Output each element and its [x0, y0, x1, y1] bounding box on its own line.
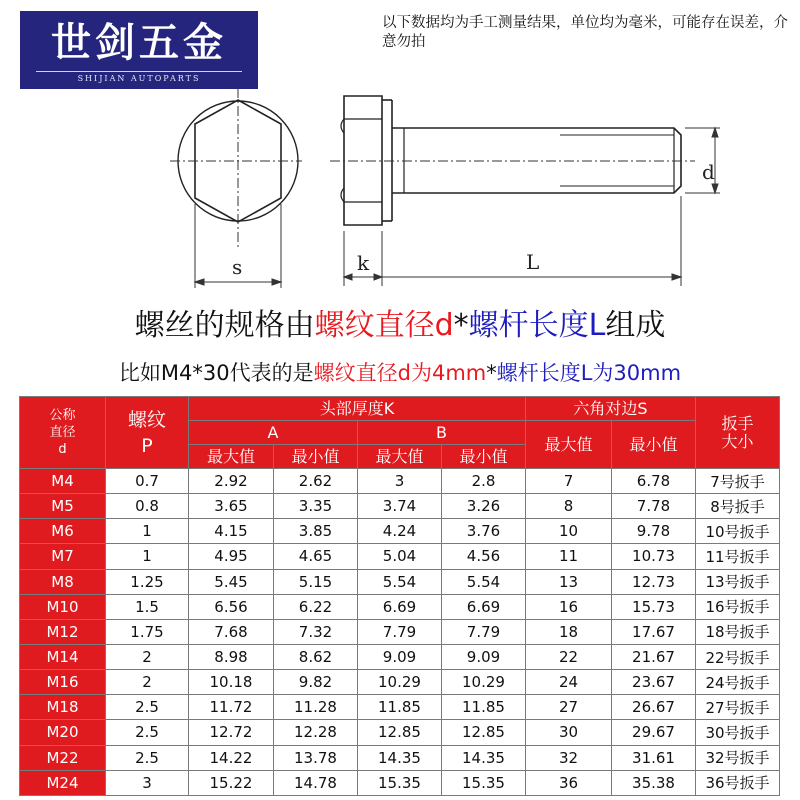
cell-pitch: 1.5 — [106, 594, 189, 619]
cell-a-max: 12.72 — [189, 720, 274, 745]
cell-b-max: 11.85 — [358, 695, 442, 720]
cell-s-min: 6.78 — [612, 469, 696, 494]
headline-times: * — [453, 308, 469, 343]
brand-subtitle: SHIJIAN AUTOPARTS — [77, 74, 201, 83]
cell-s-min: 7.78 — [612, 494, 696, 519]
example-text-1: 比如M4*30代表的是 — [118, 361, 314, 385]
header-s-max: 最大值 — [526, 421, 612, 469]
example-line — [0, 358, 800, 388]
cell-a-max: 15.22 — [189, 770, 274, 795]
cell-a-min: 12.28 — [274, 720, 358, 745]
brand-logo — [20, 11, 258, 89]
table-row — [20, 469, 780, 494]
cell-wrench: 22号扳手 — [696, 644, 780, 669]
cell-a-min: 8.62 — [274, 644, 358, 669]
cell-diameter: M18 — [20, 695, 106, 720]
header-s-min: 最小值 — [612, 421, 696, 469]
cell-b-min: 3.26 — [442, 494, 526, 519]
cell-s-min: 26.67 — [612, 695, 696, 720]
cell-pitch: 1.25 — [106, 569, 189, 594]
example-times: * — [486, 361, 497, 385]
cell-pitch: 2 — [106, 670, 189, 695]
cell-a-min: 6.22 — [274, 594, 358, 619]
cell-s-max: 30 — [526, 720, 612, 745]
cell-diameter: M24 — [20, 770, 106, 795]
cell-diameter: M16 — [20, 670, 106, 695]
cell-pitch: 0.7 — [106, 469, 189, 494]
spec-table-body — [20, 469, 780, 796]
header-wrench-size: 扳手 大小 — [696, 397, 780, 469]
table-row — [20, 670, 780, 695]
cell-s-max: 16 — [526, 594, 612, 619]
cell-pitch: 1 — [106, 519, 189, 544]
cell-s-min: 31.61 — [612, 745, 696, 770]
cell-wrench: 13号扳手 — [696, 569, 780, 594]
cell-b-min: 3.76 — [442, 519, 526, 544]
cell-s-max: 7 — [526, 469, 612, 494]
cell-a-max: 4.95 — [189, 544, 274, 569]
cell-s-max: 24 — [526, 670, 612, 695]
cell-wrench: 8号扳手 — [696, 494, 780, 519]
cell-b-max: 12.85 — [358, 720, 442, 745]
example-shank-length: 螺杆长度L为30mm — [496, 361, 682, 385]
measurement-note: 以下数据均为手工测量结果，单位均为毫米，可能存在误差，介意勿拍 — [382, 15, 788, 50]
header-thread-pitch: 螺纹 P — [106, 397, 189, 469]
table-row — [20, 544, 780, 569]
headline-text-1: 螺丝的规格由 — [134, 308, 315, 343]
bolt-spec-table — [19, 396, 780, 796]
table-row — [20, 494, 780, 519]
table-row — [20, 720, 780, 745]
headline-thread-diameter: 螺纹直径d — [314, 308, 454, 343]
cell-s-min: 15.73 — [612, 594, 696, 619]
cell-diameter: M7 — [20, 544, 106, 569]
cell-a-max: 2.92 — [189, 469, 274, 494]
cell-a-max: 14.22 — [189, 745, 274, 770]
dimension-d-label: d — [702, 160, 715, 184]
dimension-L-label: L — [526, 250, 540, 274]
cell-b-max: 6.69 — [358, 594, 442, 619]
cell-wrench: 27号扳手 — [696, 695, 780, 720]
header-grade-b: B — [358, 421, 526, 445]
cell-diameter: M8 — [20, 569, 106, 594]
cell-diameter: M20 — [20, 720, 106, 745]
cell-b-max: 9.09 — [358, 644, 442, 669]
cell-s-min: 12.73 — [612, 569, 696, 594]
cell-a-max: 11.72 — [189, 695, 274, 720]
cell-a-min: 5.15 — [274, 569, 358, 594]
header-b-min: 最小值 — [442, 445, 526, 469]
table-row — [20, 644, 780, 669]
cell-a-max: 7.68 — [189, 619, 274, 644]
headline-text-2: 组成 — [605, 308, 666, 343]
cell-s-max: 18 — [526, 619, 612, 644]
table-row — [20, 569, 780, 594]
header-nominal-diameter: 公称 直径 d — [20, 397, 106, 469]
cell-a-min: 9.82 — [274, 670, 358, 695]
cell-b-min: 11.85 — [442, 695, 526, 720]
cell-a-max: 3.65 — [189, 494, 274, 519]
cell-a-max: 10.18 — [189, 670, 274, 695]
brand-name: 世剑五金 — [51, 20, 227, 66]
cell-b-min: 6.69 — [442, 594, 526, 619]
cell-b-min: 12.85 — [442, 720, 526, 745]
cell-a-min: 4.65 — [274, 544, 358, 569]
cell-s-min: 10.73 — [612, 544, 696, 569]
cell-s-max: 27 — [526, 695, 612, 720]
cell-s-min: 23.67 — [612, 670, 696, 695]
cell-a-min: 2.62 — [274, 469, 358, 494]
cell-b-max: 3.74 — [358, 494, 442, 519]
cell-diameter: M10 — [20, 594, 106, 619]
cell-s-max: 10 — [526, 519, 612, 544]
cell-s-min: 17.67 — [612, 619, 696, 644]
cell-pitch: 2.5 — [106, 720, 189, 745]
cell-diameter: M14 — [20, 644, 106, 669]
table-row — [20, 619, 780, 644]
example-thread-diameter: 螺纹直径d为4mm — [313, 361, 487, 385]
cell-pitch: 3 — [106, 770, 189, 795]
cell-pitch: 2.5 — [106, 695, 189, 720]
cell-s-max: 32 — [526, 745, 612, 770]
cell-a-min: 7.32 — [274, 619, 358, 644]
table-row — [20, 594, 780, 619]
dimension-s-label: s — [232, 255, 243, 279]
cell-b-max: 10.29 — [358, 670, 442, 695]
cell-a-max: 6.56 — [189, 594, 274, 619]
table-row — [20, 770, 780, 795]
cell-b-min: 14.35 — [442, 745, 526, 770]
dimension-k-label: k — [357, 251, 370, 275]
cell-b-max: 5.04 — [358, 544, 442, 569]
cell-a-min: 14.78 — [274, 770, 358, 795]
header-a-max: 最大值 — [189, 445, 274, 469]
headline — [0, 304, 800, 348]
cell-diameter: M22 — [20, 745, 106, 770]
cell-pitch: 1 — [106, 544, 189, 569]
cell-wrench: 30号扳手 — [696, 720, 780, 745]
cell-a-max: 4.15 — [189, 519, 274, 544]
cell-diameter: M4 — [20, 469, 106, 494]
cell-a-max: 5.45 — [189, 569, 274, 594]
header-b-max: 最大值 — [358, 445, 442, 469]
cell-s-max: 36 — [526, 770, 612, 795]
cell-wrench: 18号扳手 — [696, 619, 780, 644]
cell-b-min: 10.29 — [442, 670, 526, 695]
cell-pitch: 1.75 — [106, 619, 189, 644]
cell-b-max: 4.24 — [358, 519, 442, 544]
cell-b-min: 9.09 — [442, 644, 526, 669]
logo-divider — [36, 71, 242, 72]
cell-wrench: 7号扳手 — [696, 469, 780, 494]
cell-a-min: 13.78 — [274, 745, 358, 770]
cell-s-min: 29.67 — [612, 720, 696, 745]
cell-b-min: 7.79 — [442, 619, 526, 644]
header-across-flats: 六角对边S — [526, 397, 696, 421]
cell-a-min: 3.85 — [274, 519, 358, 544]
header-grade-a: A — [189, 421, 358, 445]
cell-diameter: M6 — [20, 519, 106, 544]
cell-s-max: 13 — [526, 569, 612, 594]
cell-b-max: 5.54 — [358, 569, 442, 594]
cell-b-min: 15.35 — [442, 770, 526, 795]
cell-wrench: 32号扳手 — [696, 745, 780, 770]
table-row — [20, 519, 780, 544]
cell-b-max: 15.35 — [358, 770, 442, 795]
cell-wrench: 24号扳手 — [696, 670, 780, 695]
cell-b-min: 4.56 — [442, 544, 526, 569]
table-row — [20, 745, 780, 770]
cell-wrench: 16号扳手 — [696, 594, 780, 619]
cell-diameter: M12 — [20, 619, 106, 644]
cell-s-min: 35.38 — [612, 770, 696, 795]
cell-s-min: 21.67 — [612, 644, 696, 669]
cell-a-min: 11.28 — [274, 695, 358, 720]
cell-pitch: 2.5 — [106, 745, 189, 770]
cell-b-max: 14.35 — [358, 745, 442, 770]
cell-pitch: 2 — [106, 644, 189, 669]
table-row — [20, 695, 780, 720]
header-a-min: 最小值 — [274, 445, 358, 469]
cell-s-min: 9.78 — [612, 519, 696, 544]
bolt-drawing — [150, 86, 730, 294]
cell-b-min: 2.8 — [442, 469, 526, 494]
cell-s-max: 22 — [526, 644, 612, 669]
cell-pitch: 0.8 — [106, 494, 189, 519]
cell-wrench: 10号扳手 — [696, 519, 780, 544]
cell-s-max: 8 — [526, 494, 612, 519]
cell-a-min: 3.35 — [274, 494, 358, 519]
cell-diameter: M5 — [20, 494, 106, 519]
cell-wrench: 11号扳手 — [696, 544, 780, 569]
header-head-thickness: 头部厚度K — [189, 397, 526, 421]
cell-s-max: 11 — [526, 544, 612, 569]
headline-shank-length: 螺杆长度L — [468, 308, 606, 343]
cell-wrench: 36号扳手 — [696, 770, 780, 795]
cell-b-min: 5.54 — [442, 569, 526, 594]
cell-b-max: 3 — [358, 469, 442, 494]
cell-a-max: 8.98 — [189, 644, 274, 669]
cell-b-max: 7.79 — [358, 619, 442, 644]
